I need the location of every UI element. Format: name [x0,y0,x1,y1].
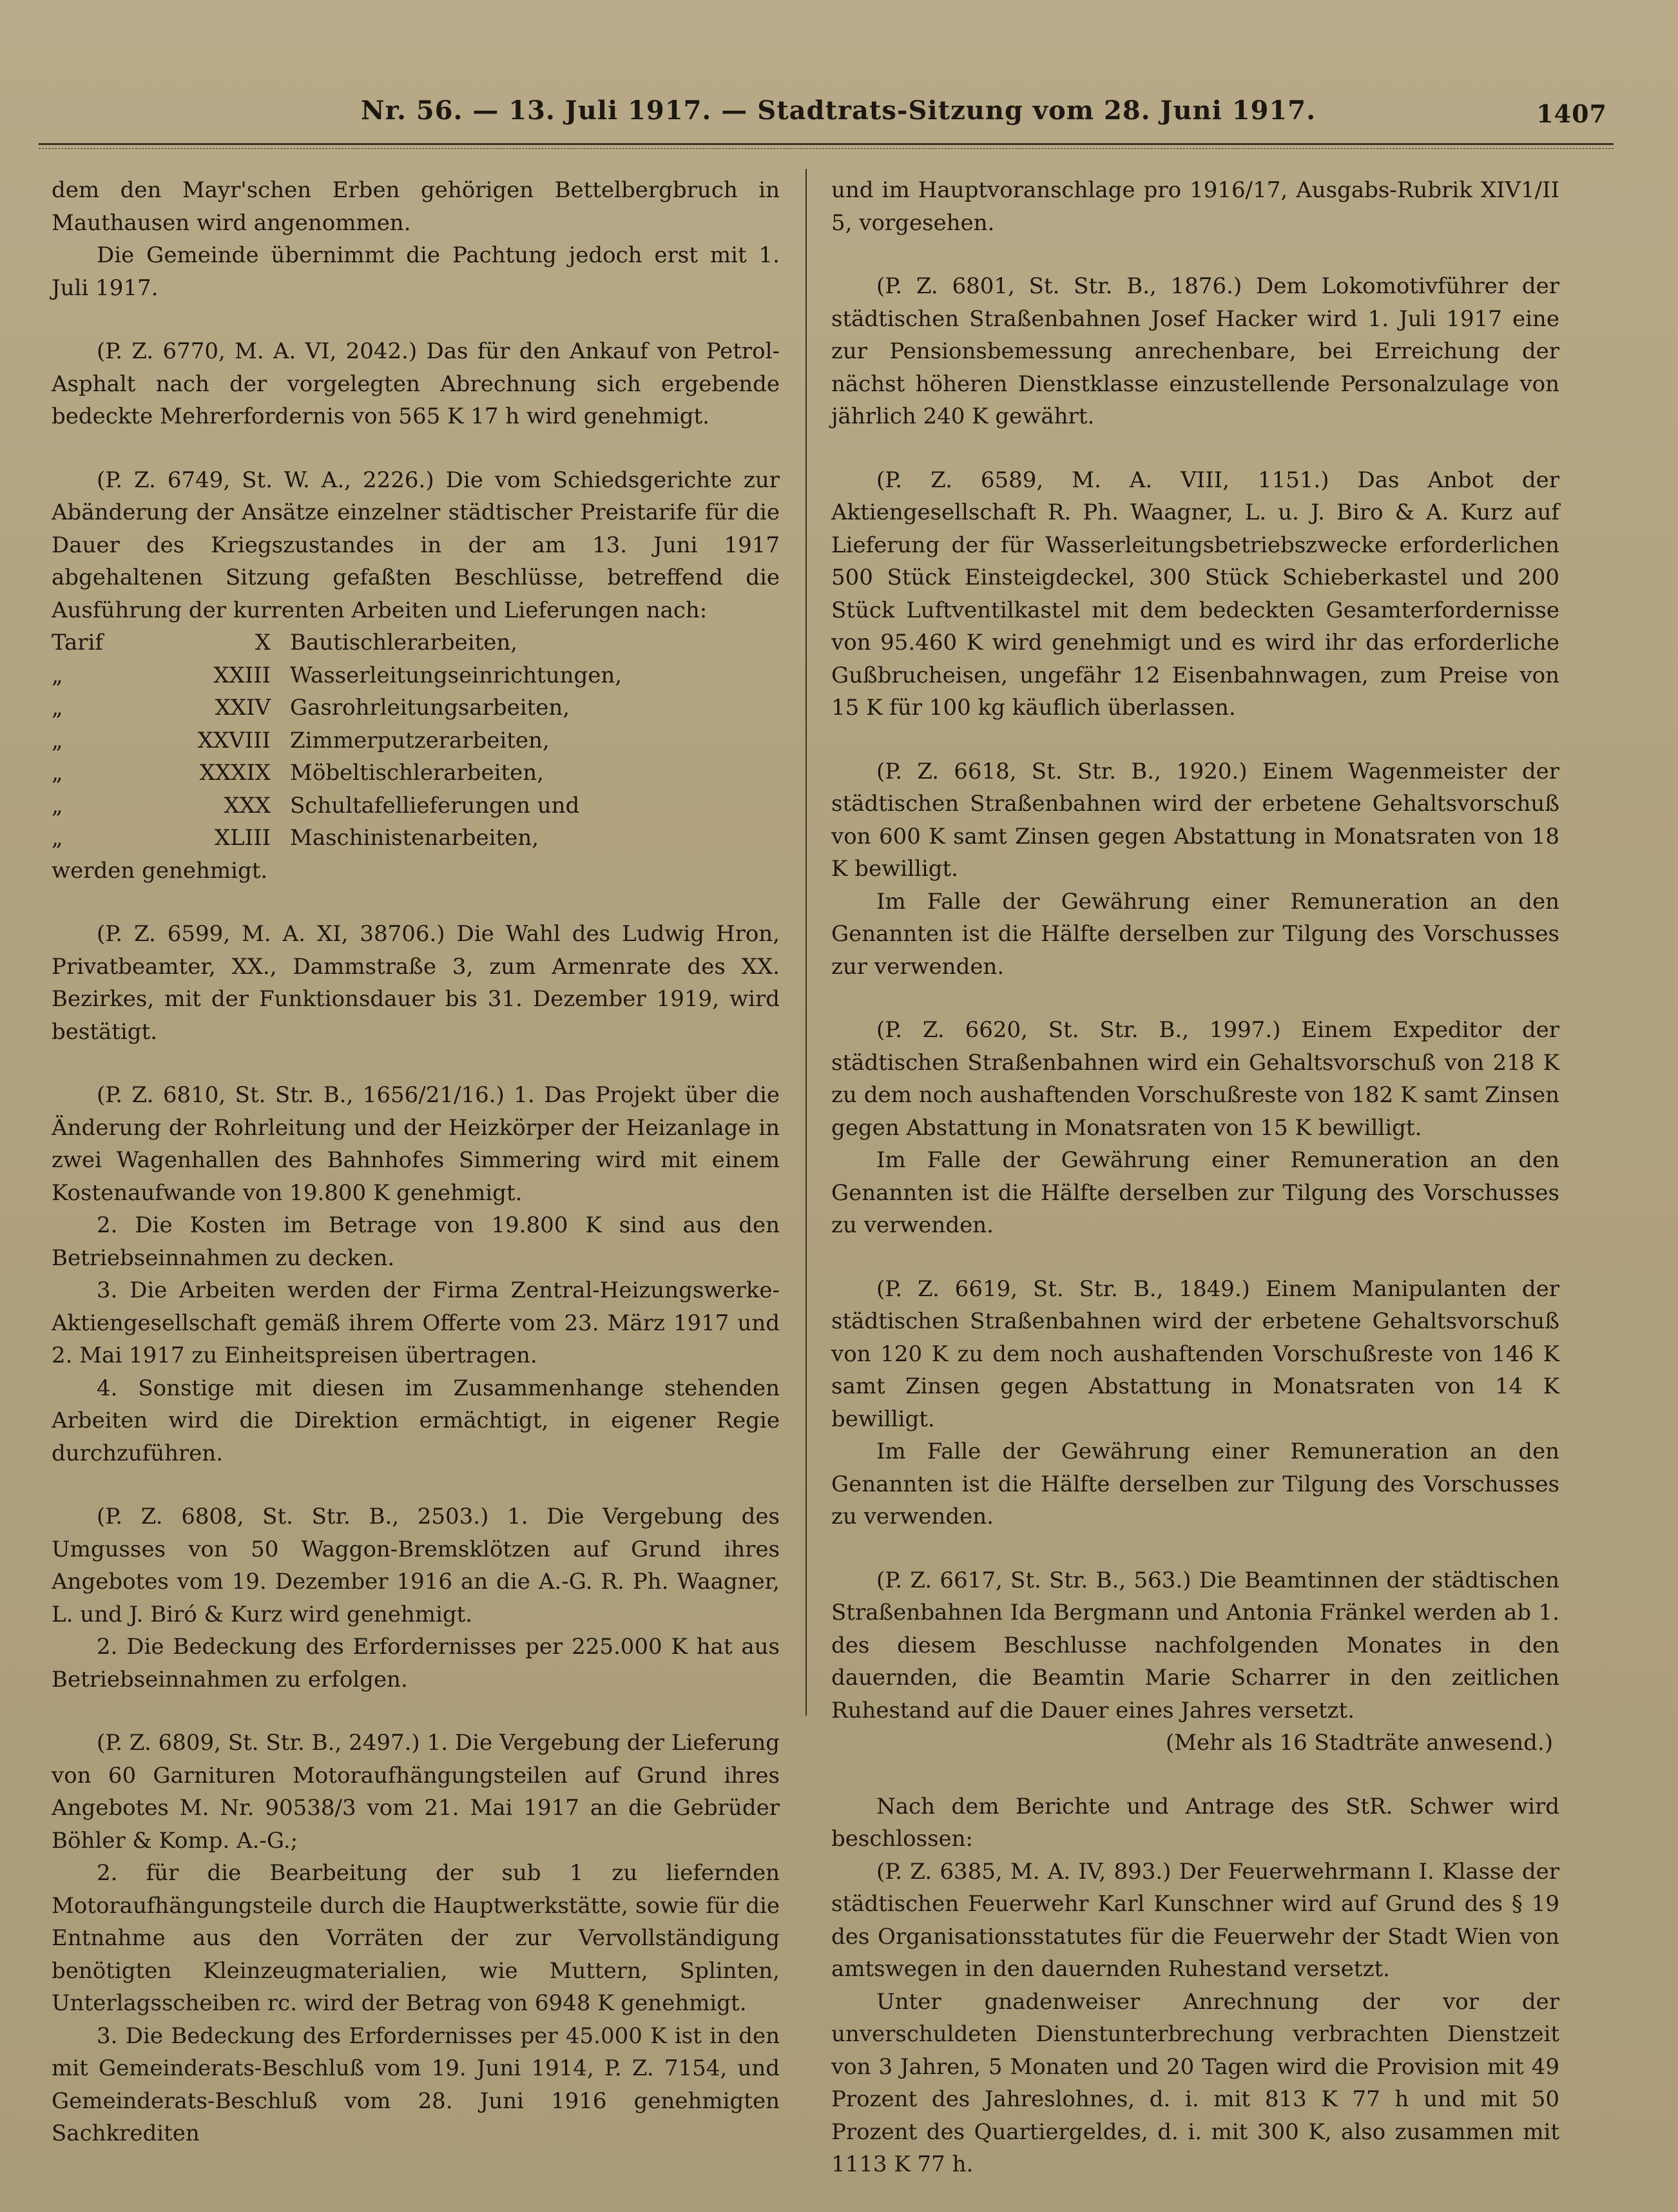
paragraph: Im Falle der Gewährung einer Remuneration an den Genannten ist die Hälfte derselben zur Tilgung des Vorschusses zu verwenden. [831,1147,1559,1238]
list-item [52,724,780,757]
section-intro: Nach dem Berichte und Antrage des StR. Schwer wird beschlossen: [831,1793,1559,1852]
tarif-number: XXIII [213,662,271,688]
tarif-list [52,626,780,855]
paragraph: (P. Z. 6810, St. Str. B., 1656/21/16.) 1. Das Projekt über die Änderung der Rohrleitung und der Heizkörper der Heizanlage in zwei Wagenhallen des Bahnhofes Simmering wird mit einem Kostenaufwande von 19.800 K genehmigt. [52,1082,780,1206]
list-item [52,822,780,855]
paragraph: dem den Mayr'schen Erben gehörigen Bettelbergbruch in Mauthausen wird angenommen. [52,177,780,236]
tarif-text: Schultafellieferungen und [290,792,580,819]
paragraph: 3. Die Bedeckung des Erfordernisses per 45.000 K ist in den mit Gemeinderats-Beschluß vom 19. Juni 1914, P. Z. 7154, und Gemeinderats-Beschluß vom 28. Juni 1916 genehmigten Sachkrediten [52,2023,780,2146]
tarif-prefix: „ [52,792,63,819]
paragraph: 2. Die Bedeckung des Erfordernisses per 225.000 K hat aus Betriebseinnahmen zu erfolgen. [52,1634,780,1693]
paragraph: (P. Z. 6385, M. A. IV, 893.) Der Feuerwehrmann I. Klasse der städtischen Feuerwehr Karl Kunschner wird auf Grund des § 19 des Organisationsstatutes für die Feuerwehr der Stadt Wien von amtswegen in den dauernden Ruhestand versetzt. [831,1858,1559,1982]
list-item [52,659,780,692]
tarif-prefix: „ [52,825,63,851]
paragraph: Die Gemeinde übernimmt die Pachtung jedoch erst mit 1. Juli 1917. [52,242,780,301]
paragraph: werden genehmigt. [52,857,268,884]
paragraph: Im Falle der Gewährung einer Remuneration an den Genannten ist die Hälfte derselben zur Tilgung des Vorschusses zur verwenden. [831,888,1559,980]
paragraph: 2. für die Bearbeitung der sub 1 zu liefernden Motoraufhängungsteile durch die Hauptwerkstätte, sowie für die Entnahme aus den Vorräten der zur Vervollständigung benötigten Kleinzeugmaterialien, wie Muttern, Splinten, Unterlagsscheiben rc. wird der Betrag von 6948 K genehmigt. [52,1860,780,2016]
list-item [52,790,780,822]
tarif-text: Bautischlerarbeiten, [290,630,518,655]
tarif-prefix: „ [52,727,63,753]
paragraph: (P. Z. 6808, St. Str. B., 2503.) 1. Die Vergebung des Umgusses von 50 Waggon-Bremsklötzen auf Grund ihres Angebotes vom 19. Dezember 1916 an die A.-G. R. Ph. Waagner, L. und J. Biró & Kurz wird genehmigt. [52,1504,780,1627]
paragraph: 2. Die Kosten im Betrage von 19.800 K sind aus den Betriebseinnahmen zu decken. [52,1212,780,1271]
tarif-prefix: „ [52,695,63,721]
tarif-text: Gasrohrleitungsarbeiten, [290,695,570,721]
tarif-prefix: „ [52,760,63,786]
column-divider [805,169,807,1716]
paragraph: (P. Z. 6599, M. A. XI, 38706.) Die Wahl des Ludwig Hron, Privatbeamter, XX., Dammstraße 3, zum Armenrate des XX. Bezirkes, mit der Funktionsdauer bis 31. Dezember 1919, wird bestätigt. [52,921,780,1045]
paragraph: (P. Z. 6617, St. Str. B., 563.) Die Beamtinnen der städtischen Straßenbahnen Ida Bergmann und Antonia Fränkel werden ab 1. des diesem Beschlusse nachfolgenden Monates in den dauernden, die Beamtin Marie Scharrer in den zeitlichen Ruhestand auf die Dauer eines Jahres versetzt. [831,1567,1559,1723]
list-item [52,626,780,659]
paragraph: Im Falle der Gewährung einer Remuneration an den Genannten ist die Hälfte derselben zur Tilgung des Vorschusses zu verwenden. [831,1439,1559,1529]
running-title: Nr. 56. — 13. Juli 1917. — Stadtrats-Sitzung vom 28. Juni 1917. [361,95,1316,126]
tarif-prefix: „ [52,662,63,688]
tarif-text: Wasserleitungseinrichtungen, [290,662,622,688]
paragraph: 3. Die Arbeiten werden der Firma Zentral-Heizungswerke-Aktiengesellschaft gemäß ihrem Offerte vom 23. März 1917 und 2. Mai 1917 zu Einheitspreisen übertragen. [52,1277,780,1368]
paragraph: und im Hauptvoranschlage pro 1916/17, Ausgabs-Rubrik XIV1/II 5, vorgesehen. [831,177,1559,236]
paragraph: (P. Z. 6618, St. Str. B., 1920.) Einem Wagenmeister der städtischen Straßenbahnen wird der erbetene Gehaltsvorschuß von 600 K samt Zinsen gegen Abstattung in Monatsraten von 18 K bewilligt. [831,758,1559,882]
tarif-text: Möbeltischlerarbeiten, [290,760,544,786]
tarif-number: XXIV [215,695,271,721]
running-header [361,95,1607,126]
tarif-prefix: Tarif [52,630,104,655]
left-column [52,174,780,2150]
tarif-text: Maschinistenarbeiten, [290,825,539,851]
list-item [52,757,780,790]
paragraph: (P. Z. 6770, M. A. VI, 2042.) Das für den Ankauf von Petrol-Asphalt nach der vorgelegten Abrechnung sich ergebende bedeckte Mehrerfordernis von 565 K 17 h wird genehmigt. [52,338,780,429]
tarif-number: XXX [224,792,271,819]
list-item [52,692,780,724]
paragraph: 4. Sonstige mit diesen im Zusammenhange stehenden Arbeiten wird die Direktion ermächtigt, in eigener Regie durchzuführen. [52,1375,780,1466]
paragraph: (P. Z. 6749, St. W. A., 2226.) Die vom Schiedsgerichte zur Abänderung der Ansätze einzelner städtischer Preistarife für die Dauer des Kriegszustandes in der am 13. Juni 1917 abgehaltenen Sitzung gefaßten Beschlüsse, betreffend die Ausführung der kurrenten Arbeiten und Lieferungen nach: [52,467,780,623]
paragraph: (P. Z. 6619, St. Str. B., 1849.) Einem Manipulanten der städtischen Straßenbahnen wird der erbetene Gehaltsvorschuß von 120 K zu dem noch aushaftenden Vorschußreste von 146 K samt Zinsen gegen Abstattung in Monatsraten von 14 K bewilligt. [831,1276,1559,1432]
header-rule-dashed [39,148,1614,149]
paragraph: (P. Z. 6809, St. Str. B., 2497.) 1. Die Vergebung der Lieferung von 60 Garnituren Motoraufhängungsteilen auf Grund ihres Angebotes M. Nr. 90538/3 vom 21. Mai 1917 an die Gebrüder Böhler & Komp. A.-G.; [52,1730,780,1854]
tarif-number: XXVIII [197,727,271,753]
tarif-text: Zimmerputzerarbeiten, [290,727,550,753]
header-rule [39,143,1614,145]
paragraph: (P. Z. 6589, M. A. VIII, 1151.) Das Anbot der Aktiengesellschaft R. Ph. Waagner, L. u. J. Biro & A. Kurz auf Lieferung der für Wasserleitungsbetriebszwecke erforderlichen 500 Stück Einsteigdeckel, 300 Stück Schieberkastel und 200 Stück Luftventilkastel mit dem bedeckten Gesamterfordernisse von 95.460 K wird genehmigt und es wird ihr das erforderliche Gußbrucheisen, ungefähr 12 Eisenbahnwagen, zum Preise von 15 K für 100 kg käuflich überlassen. [831,467,1559,721]
right-column [831,174,1559,2181]
attendance-note: (Mehr als 16 Stadträte anwesend.) [1165,1730,1553,1756]
tarif-number: XLIII [214,825,271,851]
tarif-number: X [255,630,271,655]
tarif-number: XXXIX [199,760,271,786]
paragraph: Unter gnadenweiser Anrechnung der vor der unverschuldeten Dienstunterbrechung verbrachten Dienstzeit von 3 Jahren, 5 Monaten und 20 Tagen wird die Provision mit 49 Prozent des Jahreslohnes, d. i. mit 813 K 77 h und mit 50 Prozent des Quartiergeldes, d. i. mit 300 K, also zusammen mit 1113 K 77 h. [831,1988,1559,2177]
paragraph: (P. Z. 6801, St. Str. B., 1876.) Dem Lokomotivführer der städtischen Straßenbahnen Josef Hacker wird 1. Juli 1917 eine zur Pensionsbemessung anrechenbare, bei Erreichung der nächst höheren Dienstklasse einzustellende Personalzulage von jährlich 240 K gewährt. [831,273,1559,429]
page-number: 1407 [1536,99,1607,128]
paragraph: (P. Z. 6620, St. Str. B., 1997.) Einem Expeditor der städtischen Straßenbahnen wird ein Gehaltsvorschuß von 218 K zu dem noch aushaftenden Vorschußreste von 182 K samt Zinsen gegen Abstattung in Monatsraten von 15 K bewilligt. [831,1017,1559,1141]
